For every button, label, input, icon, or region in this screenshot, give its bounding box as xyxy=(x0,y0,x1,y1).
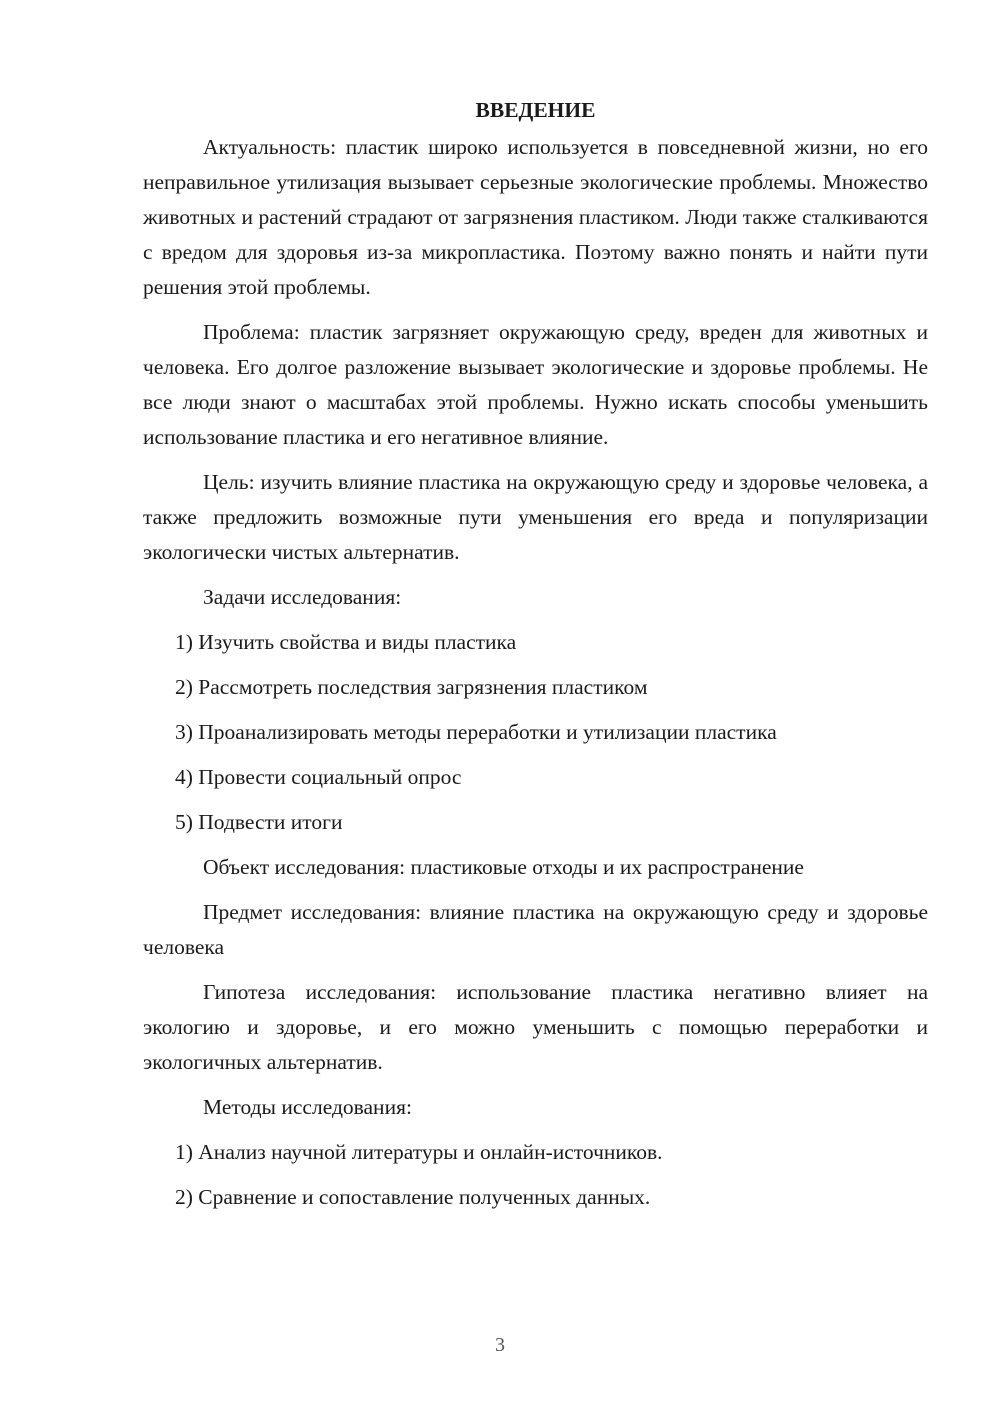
document-page xyxy=(143,93,928,1225)
methods-list xyxy=(143,1135,928,1215)
list-item: 3) Проанализировать методы переработки и утилизации пластика xyxy=(175,720,777,744)
list-item: 2) Рассмотреть последствия загрязнения пластиком xyxy=(175,675,648,699)
goal-paragraph: Цель: изучить влияние пластика на окружающую среду и здоровье человека, а также предложить возможные пути уменьшения его вреда и популяризации экологически чистых альтернатив. xyxy=(143,470,928,564)
list-item: 2) Сравнение и сопоставление полученных данных. xyxy=(175,1185,651,1209)
hypothesis-paragraph: Гипотеза исследования: использование пластика негативно влияет на экологию и здоровье, и его можно уменьшить с помощью переработки и экологичных альтернатив. xyxy=(143,980,928,1074)
list-item: 5) Подвести итоги xyxy=(175,810,343,834)
tasks-list xyxy=(143,625,928,840)
relevance-paragraph: Актуальность: пластик широко используется в повседневной жизни, но его неправильное утилизация вызывает серьезные экологические проблемы. Множество животных и растений страдают от загрязнения пластиком. Люди также сталкиваются с вредом для здоровья из-за микропластика. Поэтому важно понять и найти пути решения этой проблемы. xyxy=(143,135,928,299)
list-item: 1) Анализ научной литературы и онлайн-источников. xyxy=(175,1140,663,1164)
list-item: 1) Изучить свойства и виды пластика xyxy=(175,630,517,654)
subject-paragraph: Предмет исследования: влияние пластика на окружающую среду и здоровье человека xyxy=(143,900,928,959)
page-title: ВВЕДЕНИЕ xyxy=(475,98,596,122)
methods-heading: Методы исследования: xyxy=(203,1095,412,1119)
list-item: 4) Провести социальный опрос xyxy=(175,765,462,789)
object-paragraph: Объект исследования: пластиковые отходы и их распространение xyxy=(203,855,804,879)
page-number: 3 xyxy=(495,1334,505,1356)
problem-paragraph: Проблема: пластик загрязняет окружающую среду, вреден для животных и человека. Его долгое разложение вызывает экологические и здоровье проблемы. Не все люди знают о масштабах этой проблемы. Нужно искать способы уменьшить использование пластика и его негативное влияние. xyxy=(143,320,928,449)
tasks-heading: Задачи исследования: xyxy=(203,585,402,609)
